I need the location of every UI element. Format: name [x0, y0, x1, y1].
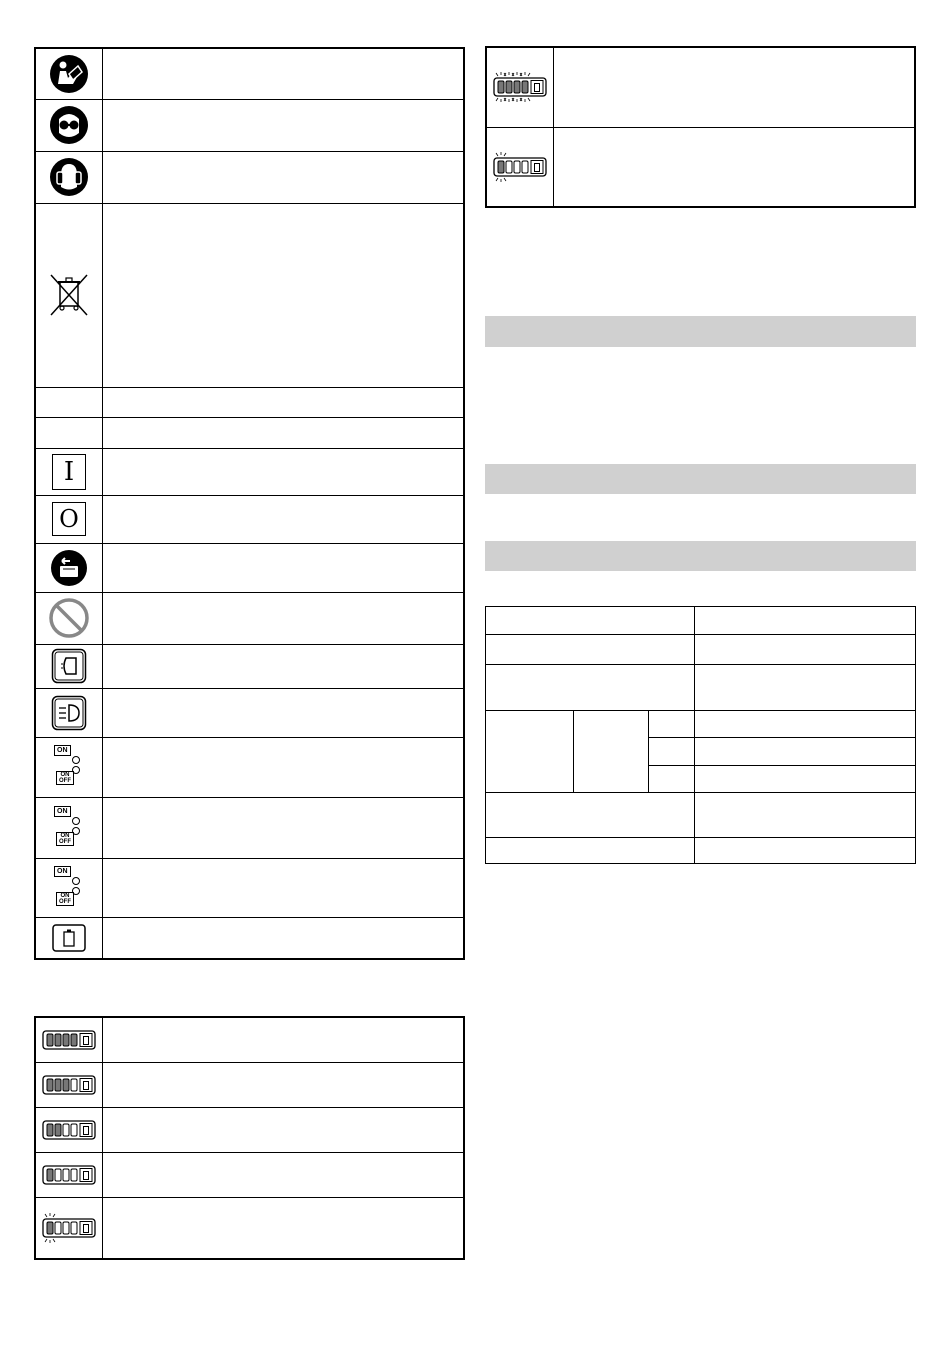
light-low-icon — [51, 648, 87, 684]
battery-level-2-icon — [36, 1115, 102, 1145]
on-onoff-switch-icon: ON ON OFF — [54, 806, 84, 850]
battery-segment — [63, 1079, 69, 1091]
symbol-text-1 — [103, 48, 465, 99]
battery-segment — [71, 1222, 77, 1234]
symbol-text-4 — [103, 203, 465, 387]
symbol-text-15 — [103, 858, 465, 917]
section-heading-bar-1 — [485, 316, 916, 347]
symbol-text-12 — [103, 688, 465, 737]
battery-text-2 — [103, 1062, 465, 1107]
battery-status-table — [34, 1016, 465, 1260]
battery-segment — [63, 1169, 69, 1181]
battery-segment — [47, 1034, 53, 1046]
symbol-text-5 — [103, 387, 465, 417]
symbol-text-13 — [103, 737, 465, 797]
battery-segment — [47, 1222, 53, 1234]
battery-segment — [71, 1169, 77, 1181]
symbol-text-16 — [103, 917, 465, 959]
battery-segment — [522, 81, 528, 93]
eye-protection-icon — [49, 105, 89, 145]
battery-alternating-blinking-icon — [487, 152, 553, 182]
section-heading-bar-2 — [485, 464, 916, 494]
battery-segment — [55, 1034, 61, 1046]
battery-text-3 — [103, 1107, 465, 1152]
read-manual-icon — [49, 54, 89, 94]
battery-segment — [506, 161, 512, 173]
ear-protection-icon — [49, 157, 89, 197]
battery-segment — [71, 1124, 77, 1136]
battery-icon — [52, 924, 86, 952]
spec-table — [485, 606, 916, 864]
battery-all-blinking-icon — [487, 72, 553, 102]
on-onoff-switch-icon: ON ON OFF — [54, 745, 84, 789]
battery-segment — [506, 81, 512, 93]
battery-text-5 — [103, 1197, 465, 1259]
battery-blink-table — [485, 46, 916, 208]
battery-segment — [47, 1079, 53, 1091]
battery-segment — [71, 1079, 77, 1091]
battery-segment — [522, 161, 528, 173]
battery-level-4-icon — [36, 1025, 102, 1055]
section-heading-bar-3 — [485, 541, 916, 571]
symbol-text-8 — [103, 495, 465, 543]
battery-segment — [55, 1222, 61, 1234]
symbols-table — [34, 47, 465, 960]
symbol-text-9 — [103, 543, 465, 592]
battery-segment — [55, 1079, 61, 1091]
battery-segment — [514, 161, 520, 173]
symbol-text-7 — [103, 448, 465, 495]
battery-segment — [498, 81, 504, 93]
remove-battery-icon — [50, 549, 88, 587]
symbol-text-2 — [103, 99, 465, 151]
symbol-text-14 — [103, 797, 465, 858]
battery-level-1-icon — [36, 1160, 102, 1190]
battery-blink-text-1 — [554, 47, 916, 127]
symbol-text-6 — [103, 417, 465, 448]
weee-crossed-bin-icon — [48, 272, 90, 318]
battery-text-4 — [103, 1152, 465, 1197]
battery-level-3-icon — [36, 1070, 102, 1100]
battery-segment — [514, 81, 520, 93]
symbol-text-3 — [103, 151, 465, 203]
battery-segment — [47, 1124, 53, 1136]
switch-off-o-icon: O — [52, 502, 86, 536]
battery-segment — [55, 1124, 61, 1136]
battery-segment — [63, 1034, 69, 1046]
light-high-icon — [51, 695, 87, 731]
battery-blink-text-2 — [554, 127, 916, 207]
on-onoff-switch-icon: ON ON OFF — [54, 866, 84, 910]
battery-text-1 — [103, 1017, 465, 1062]
battery-segment — [55, 1169, 61, 1181]
battery-segment — [498, 161, 504, 173]
battery-segment — [63, 1222, 69, 1234]
switch-on-i-icon: I — [52, 454, 86, 490]
symbol-text-11 — [103, 644, 465, 688]
battery-segment — [71, 1034, 77, 1046]
symbol-text-10 — [103, 592, 465, 644]
battery-level-1-blinking-icon — [36, 1213, 102, 1243]
battery-segment — [47, 1169, 53, 1181]
battery-segment — [63, 1124, 69, 1136]
prohibited-icon — [48, 597, 90, 639]
